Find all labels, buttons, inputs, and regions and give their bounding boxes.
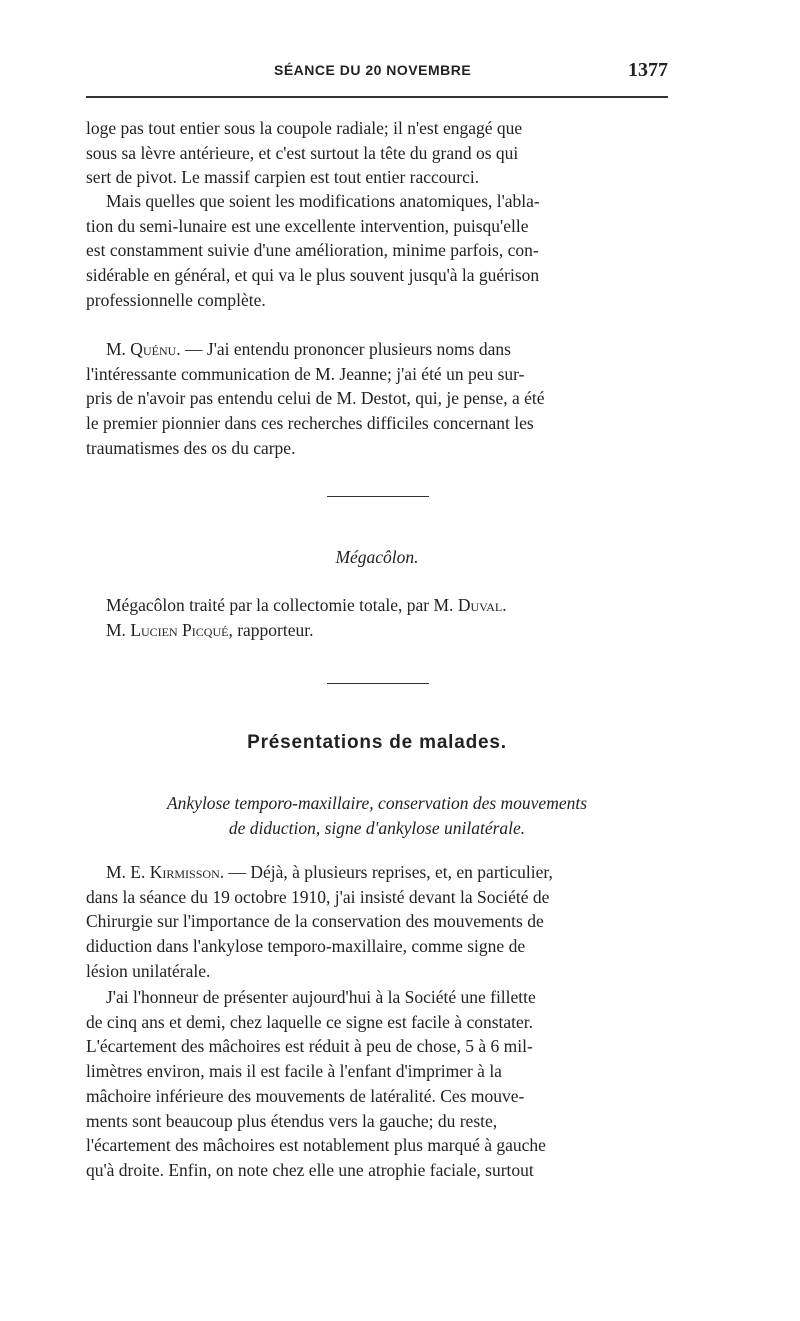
text-line <box>86 618 668 643</box>
text-line: L'écartement des mâchoires est réduit à peu de chose, 5 à 6 mil- <box>86 1036 533 1057</box>
text-line: mâchoire inférieure des mouvements de latéralité. Ces mouve- <box>86 1085 525 1106</box>
paragraph-continuation <box>86 116 668 190</box>
text-line: lésion unilatérale. <box>86 960 211 981</box>
text-line: sidérable en général, et qui va le plus souvent jusqu'à la guérison <box>86 265 540 286</box>
text-line: sert de pivot. Le massif carpien est tout entier raccourci. <box>86 167 480 188</box>
speech-start: — Déjà, à plusieurs reprises, et, en particulier, <box>224 862 553 882</box>
section-title: Mégacôlon. <box>335 547 419 567</box>
text-line: ments sont beaucoup plus étendus vers la gauche; du reste, <box>86 1110 498 1131</box>
text-line: le premier pionnier dans ces recherches difficiles concernant les <box>86 413 534 434</box>
text-line: Mais quelles que soient les modifications anatomiques, l'abla- <box>106 191 540 211</box>
text-line: l'intéressante communication de M. Jeanne; j'ai été un peu sur- <box>86 363 525 384</box>
text-line: tion du semi-lunaire est une excellente intervention, puisqu'elle <box>86 215 529 236</box>
text-line: de cinq ans et demi, chez laquelle ce signe est facile à constater. <box>86 1011 534 1032</box>
paragraph-ablation <box>86 189 668 313</box>
case-title-line: de diduction, signe d'ankylose unilatérale. <box>228 817 526 838</box>
text-line: traumatismes des os du carpe. <box>86 437 296 458</box>
text-line <box>86 337 668 362</box>
paragraph-case-description <box>86 985 668 1183</box>
entry-text: Mégacôlon traité par la collectomie totale, par M. <box>106 595 458 615</box>
text-line: Chirurgie sur l'importance de la conservation des mouvements de <box>86 911 544 932</box>
running-title: SÉANCE DU 20 NOVEMBRE <box>274 62 472 78</box>
case-title-line: Ankylose temporo-maxillaire, conservation des mouvements <box>166 793 588 813</box>
speaker-name: M. Quénu. <box>106 339 181 359</box>
reporter-name: Lucien Picqué <box>130 619 229 640</box>
entry-text: , rapporteur. <box>228 619 314 640</box>
running-header <box>86 58 668 86</box>
text-line: professionnelle complète. <box>86 289 266 310</box>
text-line: loge pas tout entier sous la coupole radiale; il n'est engagé que <box>86 118 523 138</box>
text-line <box>86 860 668 885</box>
punctuation: . <box>502 595 507 615</box>
text-line: sous sa lèvre antérieure, et c'est surtout la tête du grand os qui <box>86 142 519 163</box>
text-line: J'ai l'honneur de présenter aujourd'hui à la Société une fillette <box>106 987 536 1007</box>
text-line: limètres environ, mais il est facile à l'enfant d'imprimer à la <box>86 1061 502 1082</box>
section-separator <box>327 496 429 497</box>
author-name: Duval <box>457 595 503 615</box>
section-title-megacolon <box>86 545 668 570</box>
text-line: dans la séance du 19 octobre 1910, j'ai insisté devant la Société de <box>86 886 550 907</box>
text-line: est constamment suivie d'une amélioration, minime parfois, con- <box>86 240 539 261</box>
case-title <box>86 791 668 840</box>
page-number: 1377 <box>628 59 668 81</box>
text-line <box>86 593 668 618</box>
speaker-name: M. E. Kirmisson. <box>106 862 225 882</box>
paragraph-kirmisson <box>86 860 668 984</box>
text-line: l'écartement des mâchoires est notablement plus marqué à gauche <box>86 1135 546 1156</box>
section-separator <box>327 683 429 684</box>
paragraph-quenu <box>86 337 668 461</box>
text-line: diduction dans l'ankylose temporo-maxillaire, comme signe de <box>86 936 526 957</box>
section-heading: Présentations de malades. <box>247 732 507 753</box>
megacolon-entry <box>86 593 668 642</box>
entry-text: M. <box>106 619 131 640</box>
text-line: qu'à droite. Enfin, on note chez elle une atrophie faciale, surtout <box>86 1159 534 1180</box>
speech-start: — J'ai entendu prononcer plusieurs noms dans <box>180 339 511 359</box>
text-line: pris de n'avoir pas entendu celui de M. Destot, qui, je pense, a été <box>86 388 545 409</box>
header-rule <box>86 96 668 98</box>
